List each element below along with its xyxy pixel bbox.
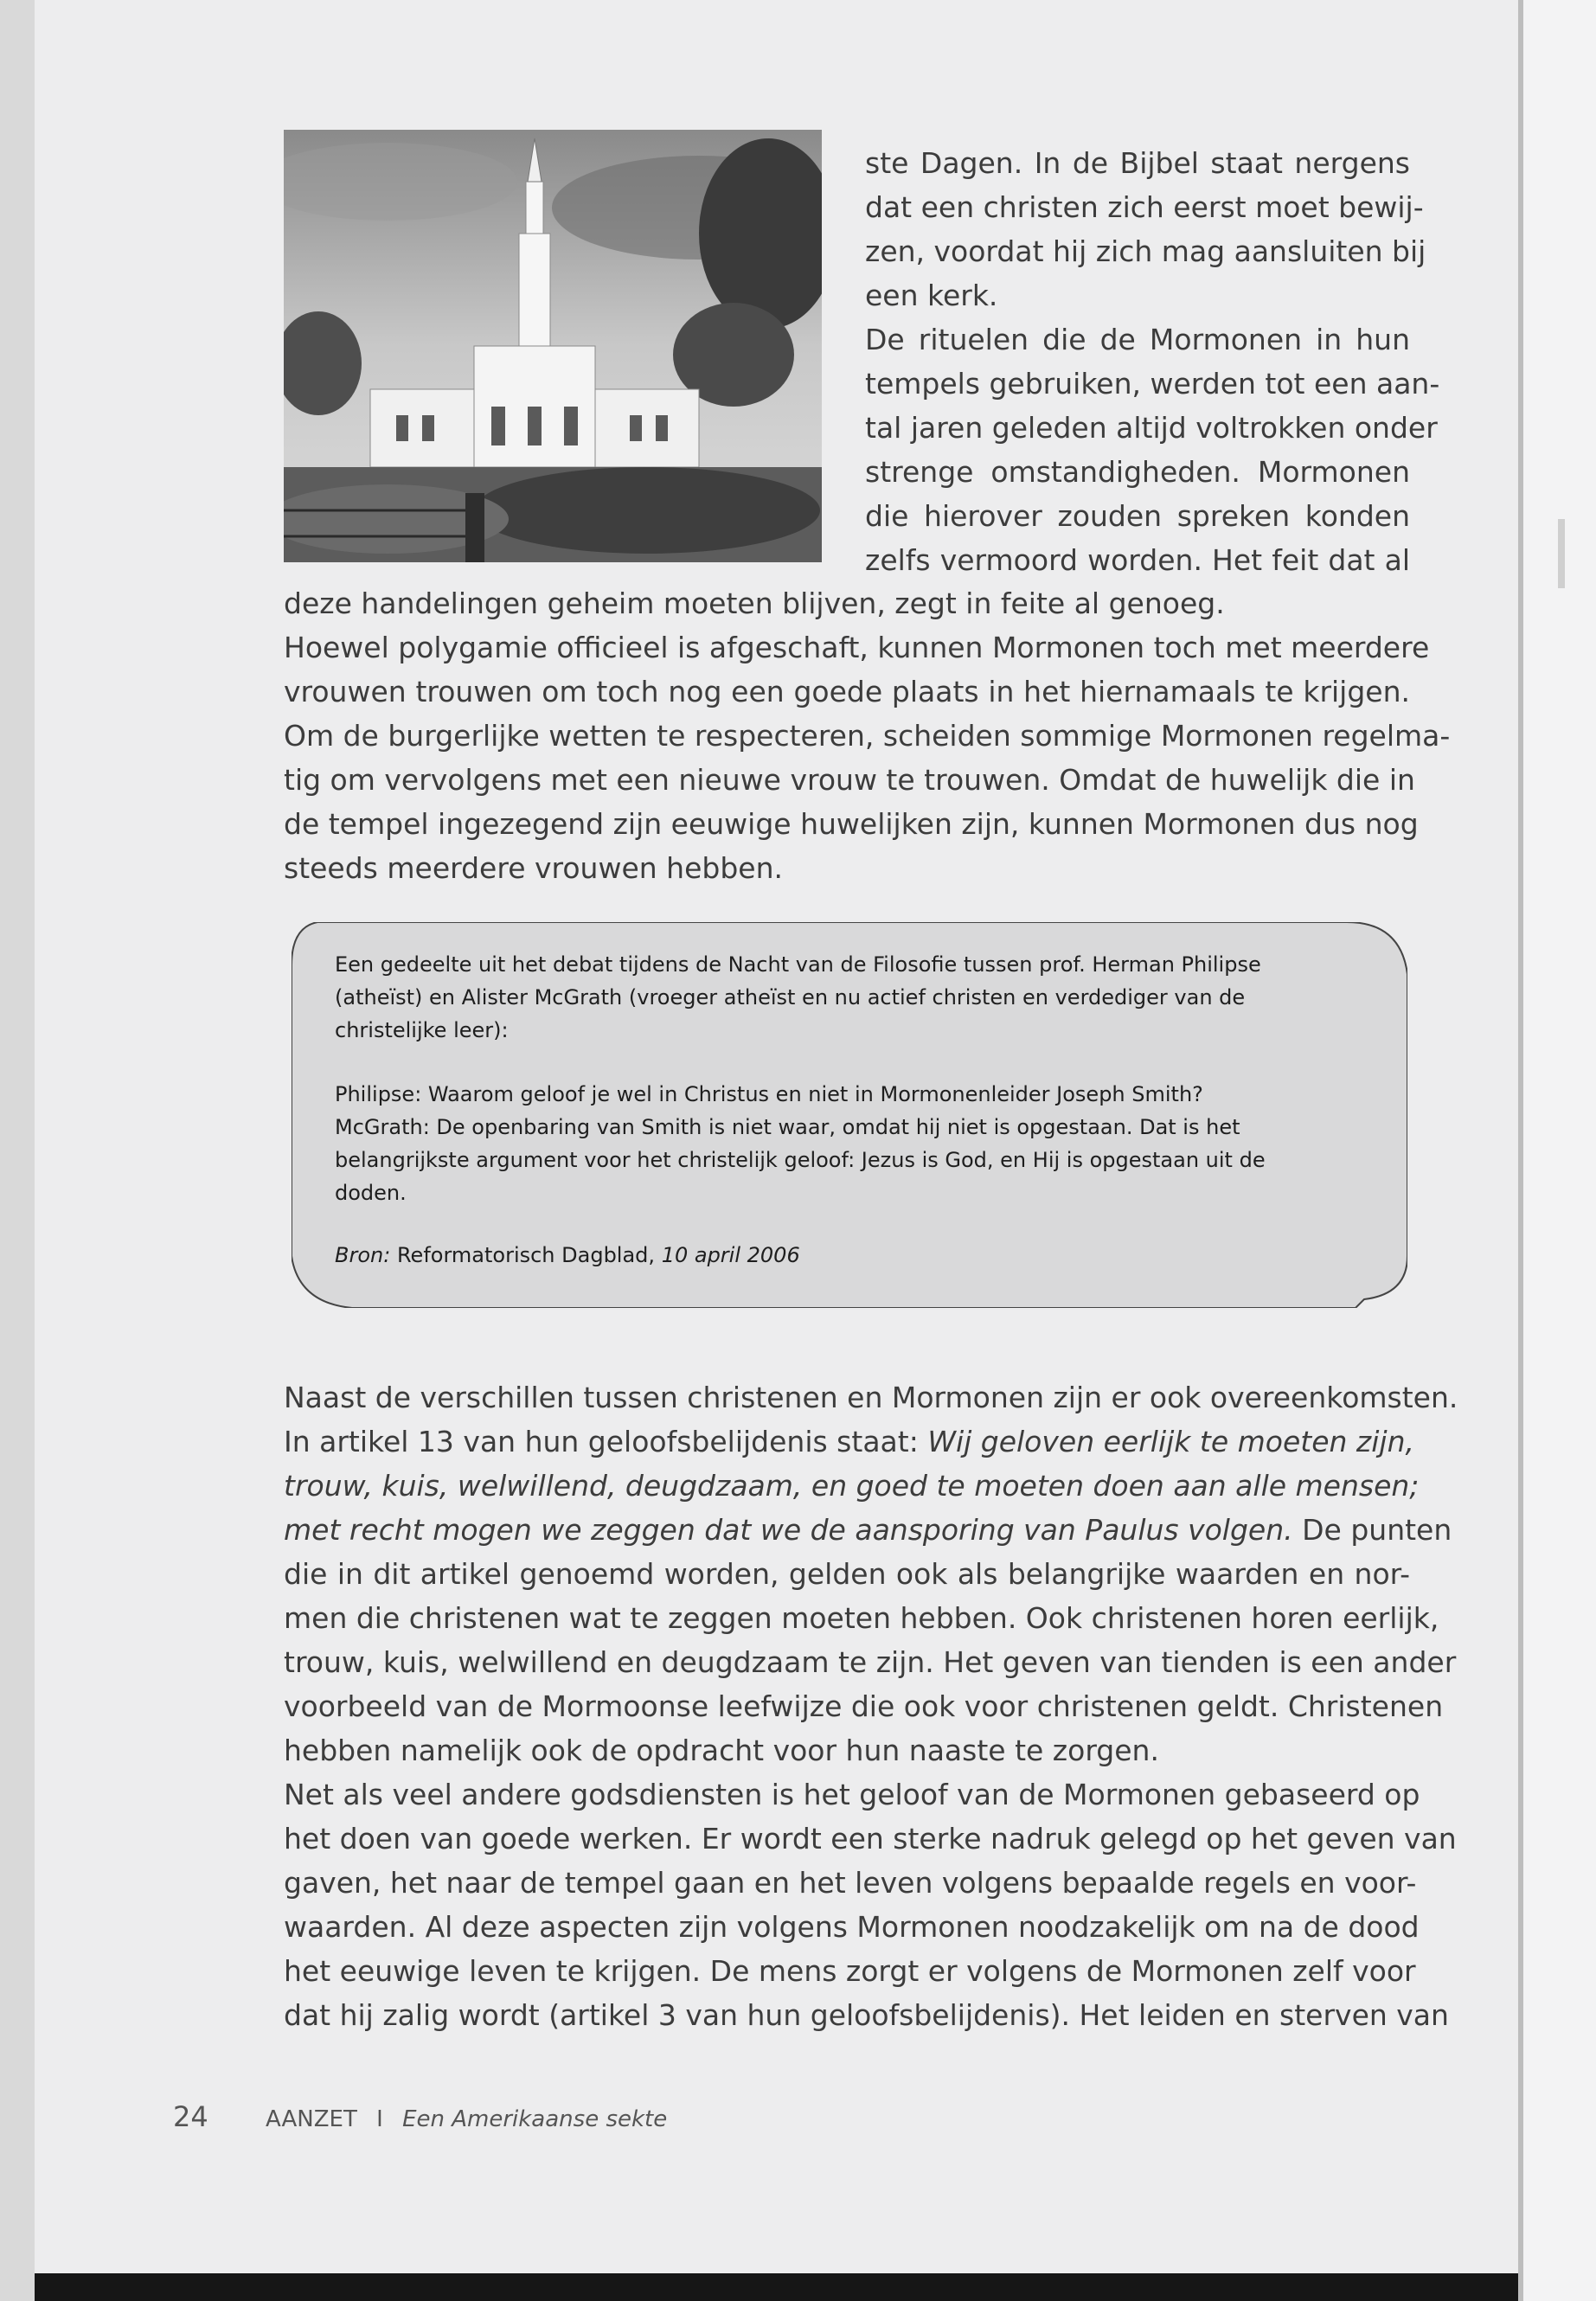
page-footer	[173, 2100, 667, 2133]
text-line: die hierover zouden spreken konden	[865, 499, 1410, 533]
next-page-edge	[1518, 0, 1596, 2301]
quote-italic: Wij geloven eerlijk te moeten zijn,	[927, 1425, 1414, 1458]
source-name: Reformatorisch Dagblad,	[396, 1243, 656, 1267]
text-line: het eeuwige leven te krijgen. De mens zorgt er volgens de Mormonen zelf voor	[284, 1954, 1416, 1988]
text-line: hebben namelijk ook de opdracht voor hun naaste te zorgen.	[284, 1734, 1159, 1767]
text-line: dat hij zalig wordt (artikel 3 van hun geloofsbelijdenis). Het leiden en sterven van	[284, 1998, 1449, 2032]
text-line: Naast de verschillen tussen christenen en Mormonen zijn er ook overeenkomsten.	[284, 1381, 1458, 1414]
quote-dialog-line: Philipse: Waarom geloof je wel in Christus en niet in Mormonenleider Joseph Smith?	[335, 1082, 1203, 1106]
text-line: die in dit artikel genoemd worden, gelden ook als belangrijke waarden en nor-	[284, 1557, 1410, 1591]
text-line: voorbeeld van de Mormoonse leefwijze die ook voor christenen geldt. Christenen	[284, 1689, 1444, 1723]
text-line: zelfs vermoord worden. Het feit dat al	[865, 543, 1410, 577]
text-line: trouw, kuis, welwillend en deugdzaam te zijn. Het geven van tienden is een ander	[284, 1645, 1457, 1679]
section-title: Een Amerikaanse sekte	[402, 2106, 668, 2132]
source-label: Bron:	[335, 1243, 391, 1267]
text-line: strenge omstandigheden. Mormonen	[865, 455, 1410, 489]
body-paragraph-1	[284, 581, 1451, 890]
quote-intro-line: (atheïst) en Alister McGrath (vroeger atheïst en nu actief christen en verdediger van de	[335, 985, 1246, 1009]
text-line: gaven, het naar de tempel gaan en het leven volgens bepaalde regels en voor-	[284, 1866, 1417, 1900]
text-line: Om de burgerlijke wetten te respecteren, scheiden sommige Mormonen regelma-	[284, 719, 1451, 753]
quote-italic: trouw, kuis, welwillend, deugdzaam, en goed te moeten doen aan alle mensen;	[284, 1469, 1420, 1503]
text-line: Hoewel polygamie officieel is afgeschaft, kunnen Mormonen toch met meerdere	[284, 631, 1430, 664]
text-line: tal jaren geleden altijd voltrokken onder	[865, 411, 1438, 445]
source-date: 10 april 2006	[661, 1243, 800, 1267]
scan-edge	[35, 2273, 1518, 2301]
footer-separator: I	[376, 2106, 383, 2132]
text-span: De punten	[1292, 1513, 1452, 1547]
quote-content	[335, 948, 1356, 1272]
quote-dialog-line: doden.	[335, 1181, 407, 1205]
text-line	[284, 1508, 1452, 1552]
quote-intro-line: Een gedeelte uit het debat tijdens de Nacht van de Filosofie tussen prof. Herman Philipse	[335, 952, 1261, 977]
text-span: In artikel 13 van hun geloofsbelijdenis staat:	[284, 1425, 928, 1458]
text-line: ste Dagen. In de Bijbel staat nergens	[865, 146, 1410, 180]
text-line: waarden. Al deze aspecten zijn volgens Mormonen noodzakelijk om na de dood	[284, 1910, 1420, 1944]
quote-dialog-line: belangrijkste argument voor het christelijk geloof: Jezus is God, en Hij is opgestaan uit de	[335, 1148, 1266, 1172]
text-line: De rituelen die de Mormonen in hun	[865, 323, 1410, 356]
text-line: een kerk.	[865, 279, 998, 312]
temple-photo	[284, 130, 822, 562]
quote-dialog-line: McGrath: De openbaring van Smith is niet waar, omdat hij niet is opgestaan. Dat is het	[335, 1115, 1240, 1139]
text-line	[284, 1464, 1420, 1508]
body-paragraph-2	[284, 1375, 1458, 2037]
text-line: steeds meerdere vrouwen hebben.	[284, 851, 783, 885]
text-line: zen, voordat hij zich mag aansluiten bij	[865, 234, 1426, 268]
text-line: het doen van goede werken. Er wordt een sterke nadruk gelegd op het geven van	[284, 1822, 1457, 1856]
wrap-paragraph	[865, 141, 1440, 582]
text-line: Net als veel andere godsdiensten is het geloof van de Mormonen gebaseerd op	[284, 1778, 1420, 1811]
quote-source	[335, 1239, 1356, 1272]
text-line: de tempel ingezegend zijn eeuwige huwelijken zijn, kunnen Mormonen dus nog	[284, 807, 1419, 841]
text-line	[284, 1420, 1414, 1464]
text-line: vrouwen trouwen om toch nog een goede plaats in het hiernamaals te krijgen.	[284, 675, 1410, 708]
page-number: 24	[173, 2100, 208, 2133]
magazine-name: AANZET	[265, 2106, 357, 2132]
quote-intro-line: christelijke leer):	[335, 1018, 509, 1042]
text-line: tempels gebruiken, werden tot een aan-	[865, 367, 1440, 401]
quote-box	[292, 922, 1407, 1308]
quote-italic: met recht mogen we zeggen dat we de aansporing van Paulus volgen.	[284, 1513, 1293, 1547]
page-edge-mark	[1558, 519, 1565, 588]
text-line: men die christenen wat te zeggen moeten hebben. Ook christenen horen eerlijk,	[284, 1601, 1439, 1635]
text-line: tig om vervolgens met een nieuwe vrouw te trouwen. Omdat de huwelijk die in	[284, 763, 1415, 797]
text-line: dat een christen zich eerst moet bewij-	[865, 190, 1424, 224]
temple-illustration	[284, 130, 822, 562]
text-line: deze handelingen geheim moeten blijven, zegt in feite al genoeg.	[284, 586, 1225, 620]
